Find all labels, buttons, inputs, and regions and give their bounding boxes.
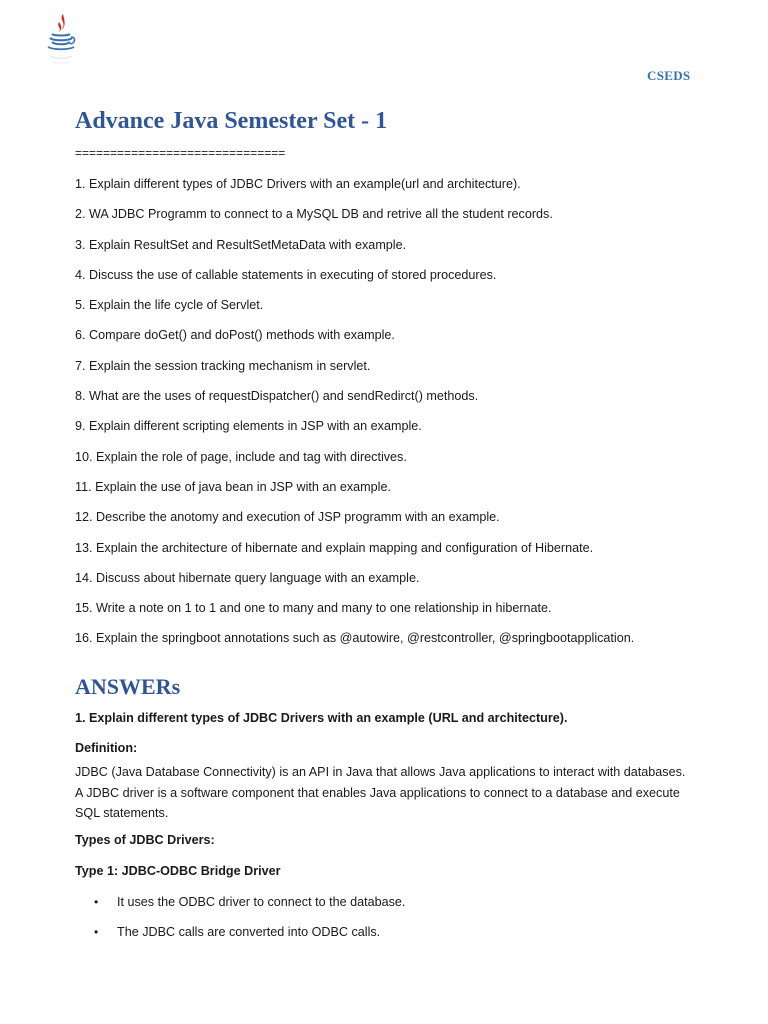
- page-title: Advance Java Semester Set - 1: [75, 108, 388, 134]
- question-item: 1. Explain different types of JDBC Drivers with an example(url and architecture).: [75, 177, 521, 191]
- question-item: 12. Describe the anotomy and execution of JSP programm with an example.: [75, 510, 500, 525]
- question-item: 8. What are the uses of requestDispatcher() and sendRedirct() methods.: [75, 389, 479, 404]
- question-item: 9. Explain different scripting elements in JSP with an example.: [75, 419, 422, 434]
- bullet-text: It uses the ODBC driver to connect to the database.: [117, 895, 406, 909]
- definition-line: JDBC (Java Database Connectivity) is an API in Java that allows Java applications to interact with databases.: [75, 765, 686, 779]
- java-logo-icon: [38, 10, 84, 98]
- definition-line: A JDBC driver is a software component that enables Java applications to connect to a database and execute: [75, 785, 680, 800]
- question-item: 16. Explain the springboot annotations such as @autowire, @restcontroller, @springbootapplication.: [75, 631, 635, 646]
- bullet-icon: •: [94, 895, 99, 909]
- separator-rule: ==============================: [75, 146, 286, 160]
- answer-question: 1. Explain different types of JDBC Drivers with an example (URL and architecture).: [75, 711, 568, 725]
- list-item: [94, 924, 405, 954]
- list-item: [94, 894, 405, 924]
- question-item: 13. Explain the architecture of hibernate and explain mapping and configuration of Hibernate.: [75, 540, 594, 555]
- question-item: 2. WA JDBC Programm to connect to a MySQL DB and retrive all the student records.: [75, 207, 553, 222]
- question-item: 5. Explain the life cycle of Servlet.: [75, 298, 264, 313]
- definition-line: SQL statements.: [75, 806, 169, 820]
- header-tag: CSEDS: [647, 68, 691, 83]
- types-label: Types of JDBC Drivers:: [75, 833, 215, 847]
- question-list: [75, 176, 715, 661]
- question-item: 10. Explain the role of page, include and tag with directives.: [75, 449, 407, 464]
- definition-label: Definition:: [75, 741, 138, 755]
- bullet-text: The JDBC calls are converted into ODBC calls.: [117, 925, 381, 939]
- question-item: 11. Explain the use of java bean in JSP with an example.: [75, 479, 391, 494]
- answers-heading: ANSWERs: [75, 674, 181, 699]
- type1-label: Type 1: JDBC-ODBC Bridge Driver: [75, 864, 281, 878]
- question-item: 14. Discuss about hibernate query language with an example.: [75, 570, 420, 585]
- bullet-icon: •: [94, 925, 99, 939]
- definition-body: [75, 762, 715, 824]
- question-item: 6. Compare doGet() and doPost() methods with example.: [75, 328, 395, 343]
- question-item: 15. Write a note on 1 to 1 and one to many and many to one relationship in hibernate.: [75, 601, 552, 616]
- question-item: 4. Discuss the use of callable statements in executing of stored procedures.: [75, 267, 497, 282]
- question-item: 3. Explain ResultSet and ResultSetMetaData with example.: [75, 237, 407, 252]
- question-item: 7. Explain the session tracking mechanism in servlet.: [75, 358, 371, 373]
- type1-bullet-list: [94, 894, 405, 954]
